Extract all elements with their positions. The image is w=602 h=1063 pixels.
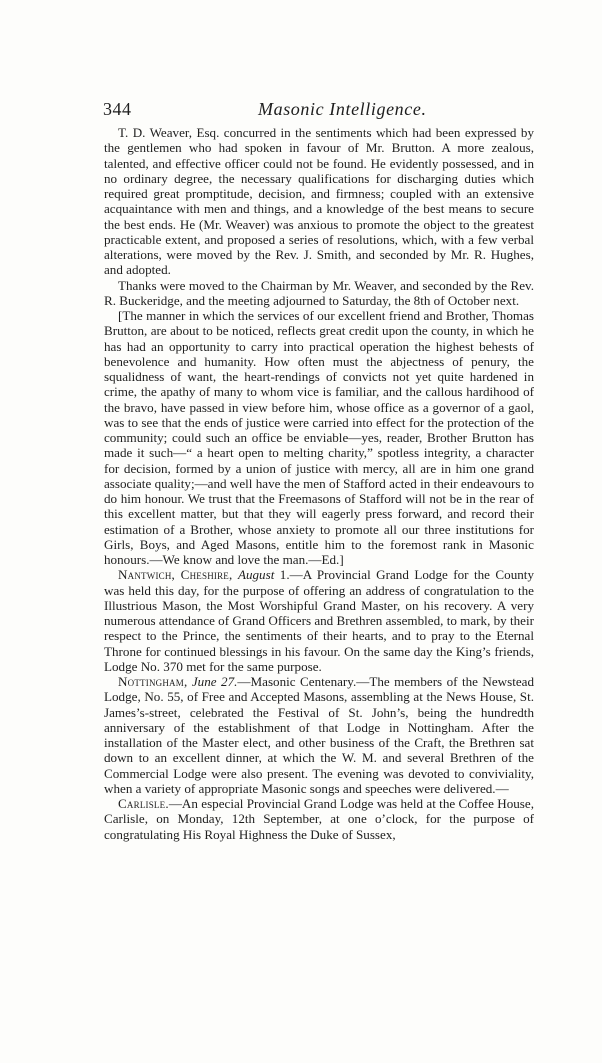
body-text (104, 125, 534, 842)
paragraph-thanks (104, 278, 534, 309)
paragraph-text: Thanks were moved to the Chairman by Mr. Weaver, and seconded by the Rev. R. Buckeridge, and the meeting adjourned to Saturday, the 8th of October next. (104, 277, 534, 308)
paragraph-carlisle (104, 796, 534, 842)
paragraph-text: T. D. Weaver, Esq. concurred in the sentiments which had been expressed by the gentlemen who had spoken in favour of Mr. Brutton. A more zealous, talented, and effective officer could not be found. He evidently possessed, and in no ordinary degree, the necessary qualifications for discharging duties which required great promptitude, decision, and firmness; coupled with an extensive acquaintance with men and things, and a knowledge of the best means to secure the best ends. He (Mr. Weaver) was anxious to promote the object to the greatest practicable extent, and proposed a series of resolutions, which, with a few verbal alterations, were moved by the Rev. J. Smith, and seconded by Mr. R. Hughes, and adopted. (104, 125, 534, 278)
paragraph-text: [The manner in which the services of our excellent friend and Brother, Thomas Brutton, are about to be noticed, reflects great credit upon the county, in which he has had an opportunity to carry into practical operation the highest behests of benevolence and humanity. How often must the abjectness of penury, the squalidness of want, the heart-rendings of convicts not yet quite hardened in crime, the apathy of many to whom vice is familiar, and the callous hardihood of the bravo, have passed in view before him, whose office as a governor of a gaol, was to see that the ends of justice were carried into effect for the protection of the community; could such an office be enviable—yes, reader, Brother Brutton has made it such—“ a heart open to melting charity,” spotless integrity, a character for decision, formed by a union of justice with mercy, all are in him one grand associate quality;—and well have the men of Stafford acted in their endeavours to do him honour. We trust that the Freemasons of Stafford will not be in the rear of this excellent matter, but that they will eagerly press forward, and record their estimation of a Brother, whose anxiety to promote all our three institutions for Girls, Boys, and Aged Masons, entitle him to the foremost rank in Masonic honours.—We know and love the man.—Ed.] (104, 308, 534, 567)
dateline-place: Nantwich, Cheshire, (118, 567, 233, 583)
paragraph-nottingham (104, 674, 534, 796)
paragraph-text: —Masonic Centenary.—The members of the Newstead Lodge, No. 55, of Free and Accepted Masons, assembling at the News House, St. James’s-street, celebrated the Festival of St. John’s, being the hundredth anniversary of the establishment of that Lodge in Nottingham. After the installation of the Master elect, and other business of the Craft, the Brethren sat down to an excellent dinner, at which the W. M. and several Brethren of the Commercial Lodge were also present. The evening was devoted to conviviality, when a variety of appropriate Masonic songs and speeches were delivered.— (104, 674, 535, 796)
paragraph-text: 1.—A Provincial Grand Lodge for the County was held this day, for the purpose of offering an address of congratulation to the Illustrious Mason, the Most Worshipful Grand Master, on his recovery. A very numerous attendance of Grand Officers and Brethren assembled, to mark, by their respect to the Prince, the sentiments of their hearts, and to pray to the Eternal Throne for continued blessings in his favour. On the same day the King’s friends, Lodge No. 370 met for the same purpose. (104, 567, 534, 674)
dateline-place: Nottingham, (118, 674, 188, 689)
dateline-date: August (237, 567, 275, 583)
page-number: 344 (103, 99, 132, 119)
paragraph-weaver (104, 125, 534, 278)
paragraph-text: —An especial Provincial Grand Lodge was held at the Coffee House, Carlisle, on Monday, 12th September, at one o’clock, for the purpose of congratulating His Royal Highness the Duke of Sussex, (104, 796, 534, 842)
dateline-date: June 27. (191, 674, 238, 689)
page-header (103, 99, 533, 123)
running-title: Masonic Intelligence. (258, 99, 427, 119)
paragraph-nantwich (104, 567, 534, 674)
paragraph-editorial-note (104, 308, 534, 567)
dateline-place: Carlisle. (118, 796, 169, 811)
